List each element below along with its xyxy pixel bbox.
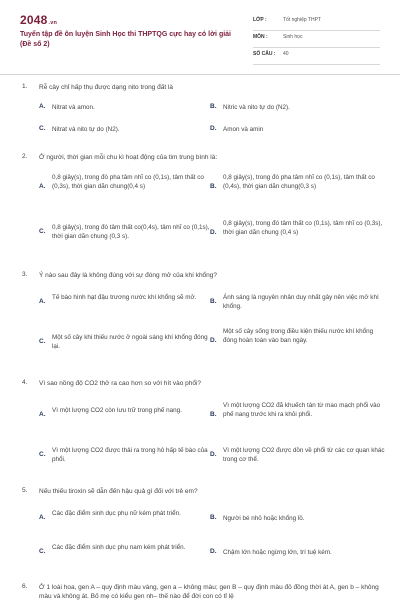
option-text: Người bé nhỏ hoặc khổng lồ. bbox=[223, 515, 305, 522]
document-title: Tuyển tập đề ôn luyện Sinh Học thi THPTQG cực hay có lời giải (Đề số 2) bbox=[20, 31, 231, 48]
meta-value: Sinh học bbox=[283, 34, 303, 40]
option-text: Vì một lượng CO2 đã khuếch tán từ mao mạch phổi vào phế nang trước khi ra khỏi phổi. bbox=[223, 402, 381, 418]
header-divider bbox=[0, 74, 400, 75]
site-logo[interactable] bbox=[20, 13, 57, 27]
question-number: 5. bbox=[22, 487, 28, 494]
option-letter: A. bbox=[39, 298, 46, 305]
option-letter: D. bbox=[210, 229, 217, 236]
question-number: 4. bbox=[22, 379, 28, 386]
option-text: Vì một lượng CO2 được dồn về phổi từ các cơ quan khác trong cơ thể. bbox=[223, 447, 385, 463]
question-text: Ở người, thời gian mỗi chu kì hoạt động của tim trung bình là: bbox=[39, 154, 218, 161]
option-text: 0,8 giây(s), trong đó pha tâm nhĩ co (0,1s), tâm thất co (0,4s), thời gian dãn chung(0,3 s) bbox=[223, 174, 375, 190]
option-letter: A. bbox=[39, 514, 46, 521]
meta-value: 40 bbox=[283, 51, 289, 57]
meta-label: MÔN : bbox=[253, 34, 268, 40]
logo-text: 2048 bbox=[20, 13, 48, 27]
option-text: Các đặc điểm sinh dục phụ nữ kém phát triển. bbox=[52, 510, 181, 517]
question-text: Ý nào sau đây là không đúng với sự đóng mở của khí khổng? bbox=[39, 272, 218, 279]
option-text: 0,8 giây(s), trong đó pha tâm nhĩ co (0,1s), tâm thất co (0,3s), thời gian dãn chung(0,4 s) bbox=[52, 174, 204, 190]
question-number: 6. bbox=[22, 583, 28, 590]
meta-row-subject bbox=[253, 31, 380, 48]
question-text: Nếu thiếu tiroxin sẽ dẫn đến hậu quả gì đối với trẻ em? bbox=[39, 488, 198, 495]
option-text: Một số cây khi thiếu nước ở ngoài sáng khí khổng đóng lại. bbox=[52, 334, 208, 350]
option-text: Vì một lượng CO2 còn lưu trữ trong phế nang. bbox=[52, 407, 182, 414]
question-text: Rễ cây chỉ hấp thụ được dạng nito trong đất là bbox=[39, 84, 174, 91]
option-letter: A. bbox=[39, 411, 46, 418]
option-text: Các đặc điểm sinh dục phụ nam kém phát triển. bbox=[52, 544, 186, 551]
meta-row-count bbox=[253, 48, 380, 65]
option-text: Nitrat và amon. bbox=[52, 104, 95, 111]
option-letter: C. bbox=[39, 228, 46, 235]
question-text: Vì sao nồng độ CO2 thở ra cao hơn so với hít vào phổi? bbox=[39, 380, 202, 387]
option-letter: C. bbox=[39, 125, 46, 132]
option-letter: B. bbox=[210, 183, 217, 190]
option-text: Chậm lớn hoặc ngừng lớn, trí tuệ kém. bbox=[223, 549, 332, 556]
option-letter: A. bbox=[39, 103, 46, 110]
option-text: Nitric và nito tự do (N2). bbox=[223, 104, 290, 111]
option-letter: D. bbox=[210, 548, 217, 555]
option-letter: A. bbox=[39, 183, 46, 190]
question-number: 3. bbox=[22, 271, 28, 278]
option-letter: D. bbox=[210, 337, 217, 344]
option-letter: B. bbox=[210, 514, 217, 521]
option-letter: D. bbox=[210, 451, 217, 458]
option-text: Một số cây sống trong điều kiện thiếu nước khí khổng đóng hoàn toàn vào ban ngày. bbox=[223, 328, 374, 344]
meta-row-class bbox=[253, 14, 380, 31]
option-letter: B. bbox=[210, 103, 217, 110]
meta-info bbox=[253, 14, 380, 65]
question-text: Ở 1 loài hoa, gen A – quy định màu vàng, gen a – không màu; gen B – quy định màu đỏ đồng thời át A, gen b – không màu và không át. Bố mẹ có kiểu gen nh– thế nào để đời con có tỉ lệ bbox=[39, 584, 379, 600]
option-text: Ánh sáng là nguyên nhân duy nhất gây nên việc mở khí khổng. bbox=[223, 294, 379, 310]
option-letter: C. bbox=[39, 548, 46, 555]
logo-suffix: .vn bbox=[48, 20, 58, 26]
option-letter: D. bbox=[210, 125, 217, 132]
option-text: 0,8 giây(s), trong đó tâm thất co(0,4s), tâm nhĩ co (0,1s), thời gian dãn chung (0,3 s). bbox=[52, 224, 210, 240]
question-number: 1. bbox=[22, 83, 28, 90]
option-text: Amon và amin bbox=[223, 126, 264, 133]
option-text: Tế bào hình hạt đậu trương nước khí khổng sẽ mở. bbox=[52, 294, 197, 301]
meta-label: LỚP : bbox=[253, 17, 267, 23]
question-number: 2. bbox=[22, 153, 28, 160]
meta-value: Tốt nghiệp THPT bbox=[283, 17, 321, 23]
page-header bbox=[0, 0, 400, 74]
option-letter: B. bbox=[210, 298, 217, 305]
option-text: 0,8 giây(s), trong đó tâm thất co (0,1s), tâm nhĩ co (0,3s), thời gian dãn chung (0,4 s) bbox=[223, 220, 383, 236]
option-text: Nitrat và nito tự do (N2). bbox=[52, 126, 120, 133]
option-text: Vì một lượng CO2 được thải ra trong hô hấp tế bào của phổi. bbox=[52, 447, 208, 463]
option-letter: C. bbox=[39, 451, 46, 458]
option-letter: C. bbox=[39, 338, 46, 345]
meta-label: SỐ CÂU : bbox=[253, 51, 276, 57]
option-letter: B. bbox=[210, 411, 217, 418]
